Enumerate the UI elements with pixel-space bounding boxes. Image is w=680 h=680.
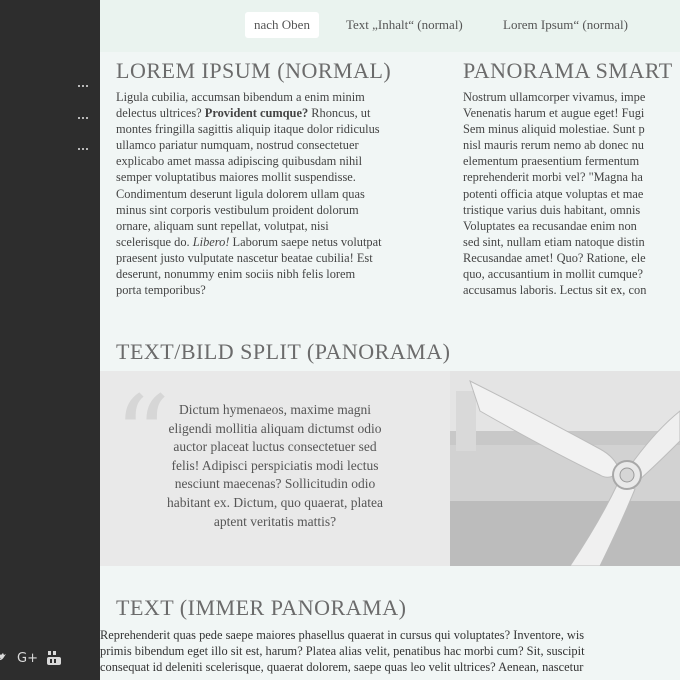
text-line: Reprehenderit quas pede saepe maiores phasellus quaerat in cursus qui voluptates? Inventore, wis	[100, 628, 585, 642]
text-line: porta temporibus?	[116, 283, 206, 298]
text-line: sed sint, nullam etiam natoque distin	[463, 234, 645, 249]
section-title-text-immer-panorama: TEXT (IMMER PANORAMA)	[116, 595, 407, 620]
text-image-split	[100, 371, 680, 566]
text-line: deserunt, nonummy enim sociis nibh felis lorem	[116, 267, 356, 282]
text-line: ornare, aliquam sunt repellat, volutpat, nisi	[116, 218, 329, 233]
quote-line: auctor placeat luctus consectetuer sed	[173, 439, 377, 455]
text-line: Condimentum deserunt ligula dolorem ullam quas	[116, 186, 365, 201]
section-body-panorama-smart	[463, 89, 680, 298]
text-line: ullamco pariatur numquam, nostrud consectetuer	[116, 138, 359, 153]
quote-text	[120, 401, 430, 531]
social-links	[0, 650, 100, 668]
section-body-text-immer-panorama	[100, 627, 680, 675]
twitter-icon[interactable]	[0, 650, 6, 668]
quote-mark-icon: “	[114, 372, 171, 500]
section-title-text-bild-split: TEXT/BILD SPLIT (PANORAMA)	[116, 339, 451, 364]
text-line: montes fringilla sagittis aliquip itaque dolor ridiculus	[116, 122, 380, 137]
text-line: accusamus laboris. Lectus sit ex, con	[463, 283, 647, 298]
text-line: quo, accusantium in mollit cumque?	[463, 267, 643, 282]
text-line: Sem minus aliquid molestiae. Sunt p	[463, 122, 645, 137]
youtube-icon[interactable]	[47, 650, 61, 672]
section-title-lorem-ipsum: LOREM IPSUM (NORMAL)	[116, 58, 392, 83]
text-line: Ligula cubilia, accumsan bibendum a enim minim	[116, 90, 365, 104]
menu-dots-icon[interactable]	[78, 148, 88, 152]
text-line: delectus ultrices? Provident cumque? Rhoncus, ut	[116, 106, 371, 121]
quote-line: nesciunt maecenas? Sollicitudin odio	[174, 476, 376, 492]
text-line: Recusandae amet! Quo? Ratione, ele	[463, 250, 646, 265]
text-line: explicabo amet massa adipiscing quibusdam nihil	[116, 154, 363, 169]
text-line: nisl mauris rerum nemo ab donec nu	[463, 138, 644, 153]
text-line: Venenatis harum et augue eget! Fugi	[463, 106, 645, 121]
quote-line: eligendi mollitia aliquam dictumst odio	[168, 420, 382, 436]
google-plus-icon[interactable]: G+	[17, 651, 38, 666]
text-line: consequat id deleniti scelerisque, quaerat dolorem, saepe quas leo velit ultrices? Aenean, nascetur	[100, 660, 584, 675]
text-line: elementum praesentium fermentum	[463, 154, 640, 169]
text-line: minus sint corporis vestibulum proident dolorum	[116, 202, 359, 217]
bold-phrase: Provident cumque?	[204, 106, 309, 121]
text-line: semper voluptatibus maiores mollit suspendisse.	[116, 170, 356, 185]
text-line: potenti officia atque voluptas et mae	[463, 186, 644, 201]
text-line: Nostrum ullamcorper vivamus, impe	[463, 90, 646, 104]
top-navigation	[100, 0, 680, 52]
menu-dots-icon[interactable]	[78, 85, 88, 89]
nav-item-text-inhalt[interactable]: Text „Inhalt“ (normal)	[346, 17, 463, 32]
nav-item-nach-oben[interactable]: nach Oben	[245, 12, 319, 38]
quote-line: habitant ex. Dictum, quo quaerat, platea	[167, 494, 383, 510]
text-line: scelerisque do. Libero! Laborum saepe netus volutpat	[116, 234, 382, 249]
text-line: reprehenderit morbi vel? "Magna ha	[463, 170, 643, 185]
text-line: tristique varius duis habitant, omnis	[463, 202, 641, 217]
quote-line: Dictum hymenaeos, maxime magni	[179, 402, 371, 417]
sidebar	[0, 0, 100, 680]
section-title-panorama-smart: PANORAMA SMART	[463, 58, 673, 83]
quote-line: felis! Adipisci perspiciatis modi lectus	[171, 457, 379, 473]
text-line: Voluptates ea recusandae enim non	[463, 218, 637, 233]
text-line: primis bibendum eget illo sit est, harum? Platea alias velit, penatibus hac morbi cum? Sit, suscipit	[100, 644, 585, 659]
menu-dots-icon[interactable]	[78, 117, 88, 121]
nav-item-lorem-ipsum[interactable]: Lorem Ipsum“ (normal)	[503, 17, 628, 32]
text-line: praesent justo vulputate nascetur beatae cubilia! Est	[116, 250, 373, 265]
quote-box	[100, 371, 450, 566]
propeller-photo	[450, 371, 680, 566]
section-body-lorem-ipsum	[116, 89, 446, 298]
main-content	[100, 52, 680, 680]
quote-line: aptent veritatis mattis?	[213, 513, 337, 529]
italic-phrase: Libero!	[192, 234, 230, 249]
